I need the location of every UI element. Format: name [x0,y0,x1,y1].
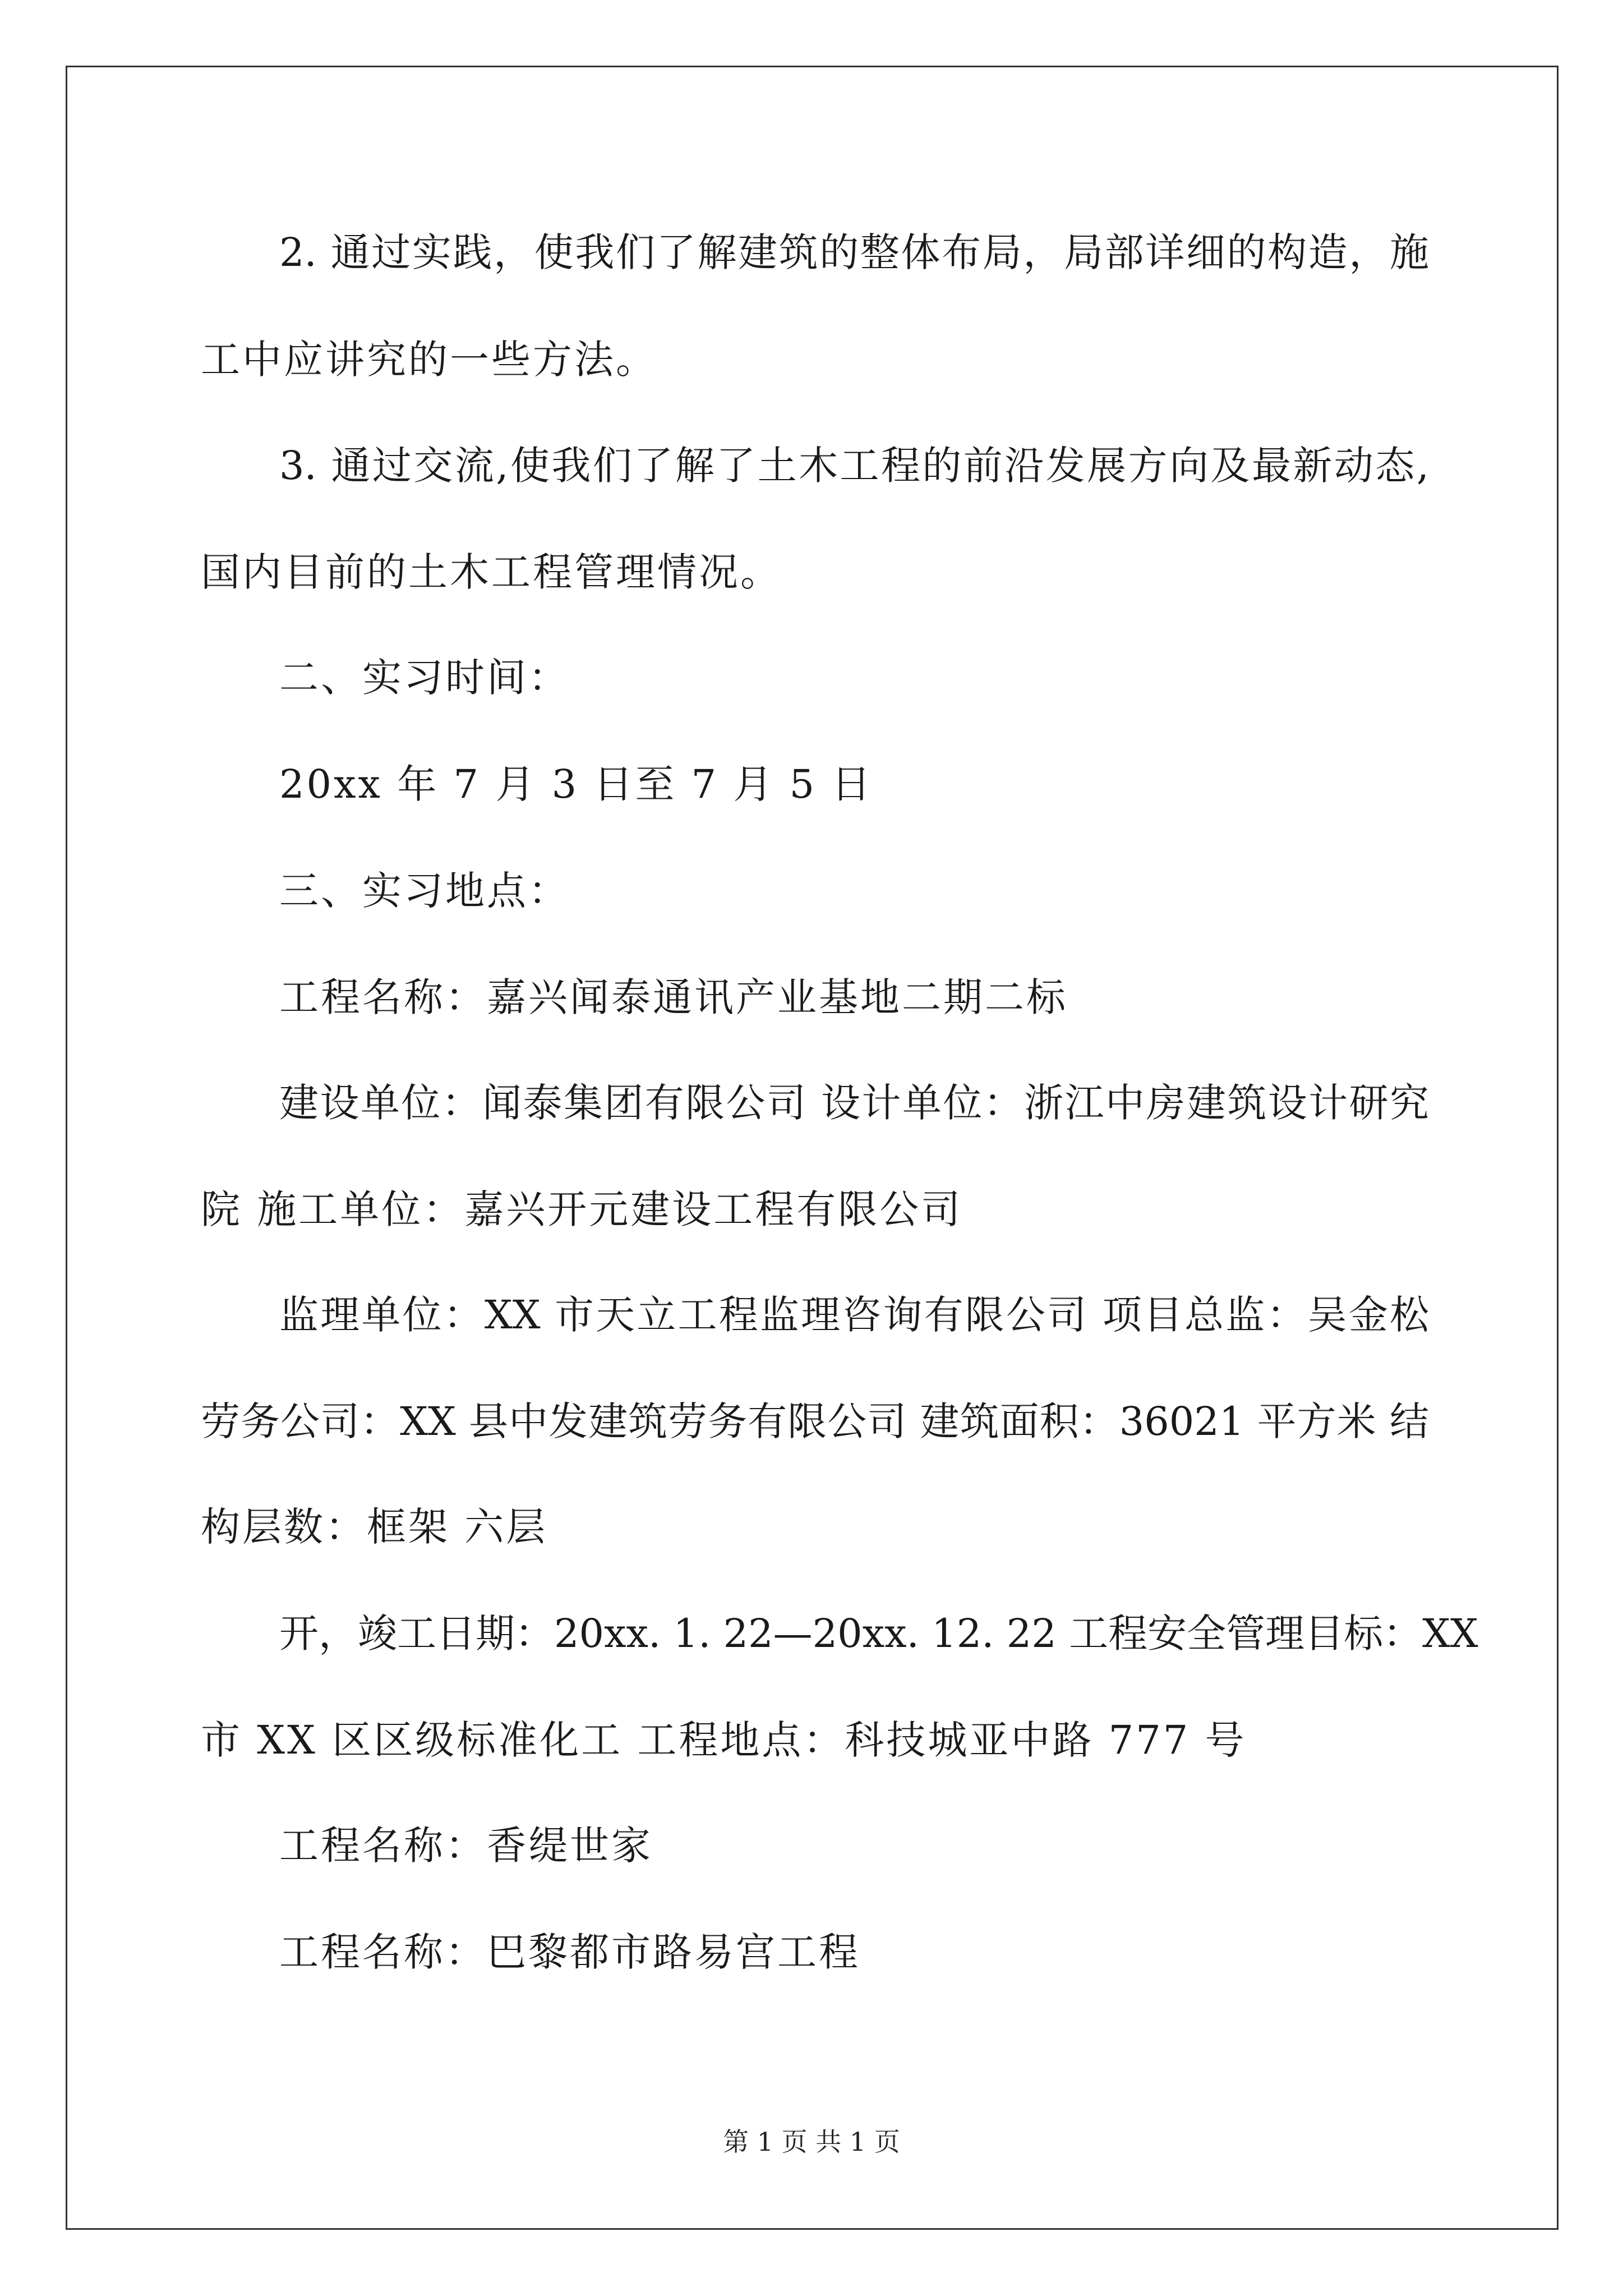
paragraph-line: 建设单位：闻泰集团有限公司 设计单位：浙江中房建筑设计研究 [279,1080,1429,1126]
paragraph-line: 工程名称：嘉兴闻泰通讯产业基地二期二标 [279,974,1068,1020]
section-heading: 三、实习地点： [279,868,570,914]
paragraph-line: 国内目前的土木工程管理情况。 [201,549,782,595]
paragraph-line: 工程名称：香缇世家 [279,1823,653,1869]
section-heading: 二、实习时间： [279,655,570,701]
paragraph-line: 监理单位：XX 市天立工程监理咨询有限公司 项目总监：吴金松 [279,1292,1429,1338]
paragraph-line: 开，竣工日期：20xx. 1. 22—20xx. 12. 22 工程安全管理目标：XX [279,1611,1478,1657]
paragraph-line: 2. 通过实践，使我们了解建筑的整体布局，局部详细的构造，施 [279,229,1429,275]
paragraph-line: 20xx 年 7 月 3 日至 7 月 5 日 [279,761,873,807]
paragraph-line: 工程名称：巴黎都市路易宫工程 [279,1929,860,1975]
paragraph-line: 3. 通过交流,使我们了解了土木工程的前沿发展方向及最新动态, [279,443,1429,489]
paragraph-line: 构层数：框架 六层 [201,1504,548,1550]
paragraph-line: 劳务公司：XX 县中发建筑劳务有限公司 建筑面积：36021 平方米 结 [201,1398,1429,1444]
paragraph-line: 市 XX 区区级标准化工 工程地点：科技城亚中路 777 号 [201,1717,1247,1763]
page-footer: 第 1 页 共 1 页 [723,2127,900,2157]
paragraph-line: 院 施工单位：嘉兴开元建设工程有限公司 [201,1186,963,1232]
page-border [66,66,1559,2230]
paragraph-line: 工中应讲究的一些方法。 [201,337,657,383]
